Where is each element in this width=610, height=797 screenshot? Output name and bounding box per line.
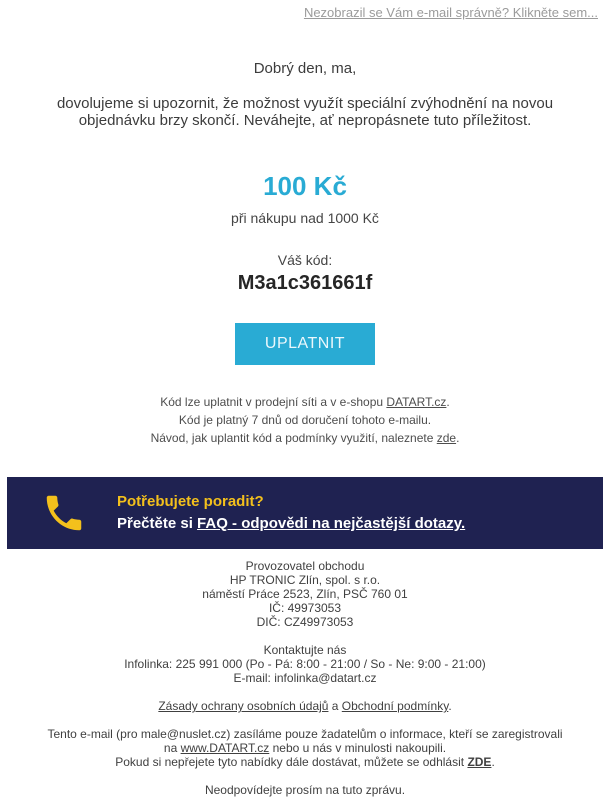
contact-title: Kontaktujte nás [263,643,347,657]
operator-line: Provozovatel obchodu [245,559,365,573]
www-datart-link[interactable]: www.DATART.cz [180,741,270,755]
legal-block [0,727,610,769]
redeem-button[interactable]: UPLATNIT [235,323,375,365]
footer [0,559,610,797]
help-banner [7,477,603,549]
button-row [0,323,610,365]
operator-line: IČ: 49973053 [268,601,342,615]
contact-infoline: Infolinka: 225 991 000 (Po - Pá: 8:00 - 21:00 / So - Ne: 9:00 - 21:00) [124,657,486,671]
view-in-browser-link[interactable]: Nezobrazil se Vám e-mail správně? Klikněte sem... [303,5,598,20]
no-reply-note: Neodpovídejte prosím na tuto zprávu. [204,783,406,797]
banner-title: Potřebujete poradit? [117,493,264,510]
operator-line: DIČ: CZ49973053 [256,615,354,629]
legal-line-2 [0,741,610,755]
datart-cz-link[interactable]: DATART.cz [386,395,447,409]
greeting-text: Dobrý den, ma, [253,60,357,77]
policy-links-line [0,699,610,713]
policy-links-suffix: . [448,699,452,713]
policy-links-separator: a [328,699,342,713]
operator-line: náměstí Práce 2523, Zlín, PSČ 760 01 [202,587,408,601]
legal-line-2-prefix: na [163,741,181,755]
terms-line-1-text: Kód lze uplatnit v prodejní síti a v e-shopu [160,395,387,409]
banner-subtitle [117,513,465,535]
legal-line-3-prefix: Pokud si nepřejete tyto nabídky dále dostávat, můžete se odhlásit [115,755,468,769]
legal-line-2-suffix: nebo u nás v minulosti nakoupili. [269,741,447,755]
legal-line-3 [0,755,610,769]
intro-paragraph: dovolujeme si upozornit, že možnost využít speciální zvýhodnění na novou objednávku brzy skončí. Neváhejte, ať nepropásnete tuto příležitost. [56,95,554,129]
legal-line-1: Tento e-mail (pro male@nuslet.cz) zasíláme pouze žadatelům o informace, kteří se zaregistrovali [47,727,563,741]
phone-icon [41,490,87,536]
banner-subtitle-prefix: Přečtěte si [117,515,198,532]
legal-line-3-suffix: . [491,755,495,769]
terms-line-3 [0,431,610,445]
discount-amount: 100 Kč [263,171,347,201]
business-terms-link[interactable]: Obchodní podmínky [341,699,449,713]
coupon-code-label: Váš kód: [277,252,333,268]
terms-section [0,395,610,445]
operator-line: HP TRONIC Zlín, spol. s r.o. [229,573,381,587]
terms-line-1 [0,395,610,409]
contact-block [0,643,610,685]
preheader-bar [0,0,610,20]
terms-zde-link[interactable]: zde [436,431,457,445]
discount-condition: při nákupu nad 1000 Kč [231,210,379,226]
contact-email: E-mail: infolinka@datart.cz [233,671,377,685]
coupon-code: M3a1c361661f [237,272,373,294]
banner-text-block [117,491,465,535]
terms-line-1-suffix: . [446,395,450,409]
terms-line-3-text: Návod, jak uplantit kód a podmínky využití, naleznete [150,431,437,445]
operator-block [0,559,610,629]
faq-link[interactable]: FAQ - odpovědi na nejčastější dotazy. [197,515,466,532]
terms-line-3-suffix: . [456,431,460,445]
terms-line-2: Kód je platný 7 dnů od doručení tohoto e-mailu. [178,413,432,427]
unsubscribe-link[interactable]: ZDE [467,755,492,769]
privacy-policy-link[interactable]: Zásady ochrany osobních údajů [158,699,329,713]
